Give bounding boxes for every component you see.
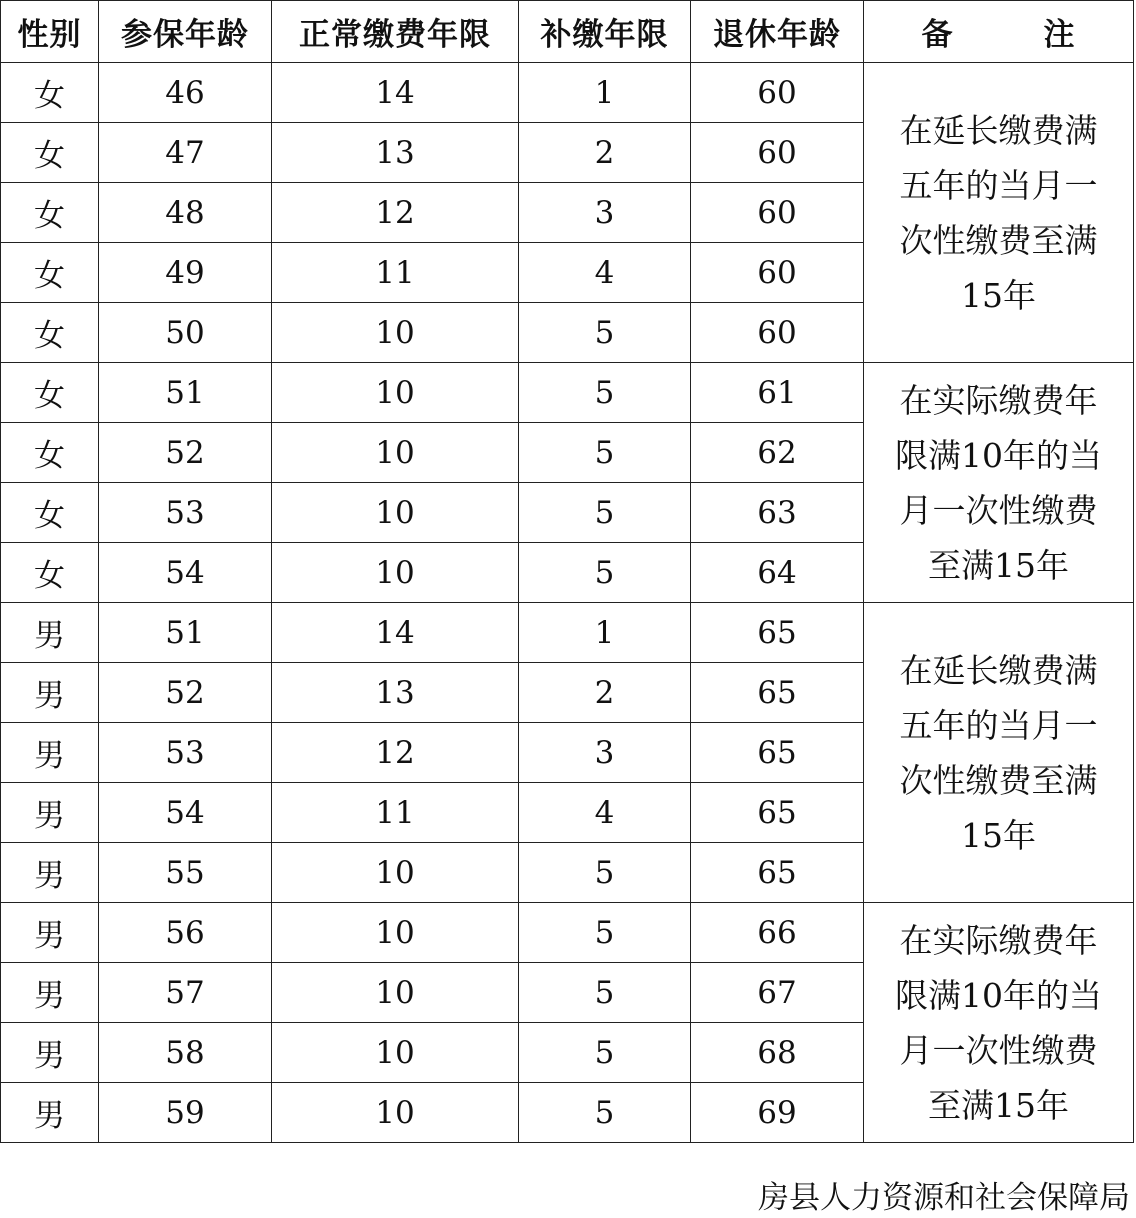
cell-makeup-years: 2 xyxy=(519,123,691,183)
cell-gender: 女 xyxy=(1,63,99,123)
remark-line: 15年 xyxy=(961,275,1036,315)
cell-retire-age: 61 xyxy=(691,363,864,423)
cell-enroll-age: 53 xyxy=(99,723,272,783)
cell-enroll-age: 59 xyxy=(99,1083,272,1143)
header-gender: 性别 xyxy=(1,1,99,63)
cell-gender: 男 xyxy=(1,663,99,723)
cell-gender: 男 xyxy=(1,783,99,843)
cell-normal-years: 10 xyxy=(272,963,519,1023)
cell-normal-years: 10 xyxy=(272,363,519,423)
cell-normal-years: 10 xyxy=(272,303,519,363)
cell-enroll-age: 50 xyxy=(99,303,272,363)
cell-normal-years: 11 xyxy=(272,783,519,843)
remark-line: 15年 xyxy=(961,815,1036,855)
cell-retire-age: 65 xyxy=(691,723,864,783)
cell-normal-years: 12 xyxy=(272,183,519,243)
cell-makeup-years: 5 xyxy=(519,843,691,903)
cell-normal-years: 10 xyxy=(272,843,519,903)
cell-gender: 女 xyxy=(1,243,99,303)
cell-normal-years: 12 xyxy=(272,723,519,783)
cell-enroll-age: 48 xyxy=(99,183,272,243)
cell-makeup-years: 1 xyxy=(519,63,691,123)
cell-retire-age: 60 xyxy=(691,243,864,303)
cell-enroll-age: 46 xyxy=(99,63,272,123)
cell-makeup-years: 5 xyxy=(519,543,691,603)
cell-makeup-years: 2 xyxy=(519,663,691,723)
cell-enroll-age: 54 xyxy=(99,783,272,843)
header-makeup-years: 补缴年限 xyxy=(519,1,691,63)
cell-retire-age: 68 xyxy=(691,1023,864,1083)
cell-retire-age: 65 xyxy=(691,843,864,903)
remark-line: 在延长缴费满 xyxy=(899,650,1098,690)
cell-retire-age: 60 xyxy=(691,183,864,243)
cell-normal-years: 10 xyxy=(272,483,519,543)
remark-cell xyxy=(864,63,1134,363)
cell-enroll-age: 57 xyxy=(99,963,272,1023)
cell-gender: 女 xyxy=(1,543,99,603)
table-row xyxy=(1,363,1134,423)
cell-makeup-years: 5 xyxy=(519,963,691,1023)
cell-makeup-years: 5 xyxy=(519,483,691,543)
cell-enroll-age: 54 xyxy=(99,543,272,603)
remark-line: 五年的当月一 xyxy=(899,705,1098,745)
cell-gender: 男 xyxy=(1,843,99,903)
header-remark xyxy=(864,1,1134,63)
cell-normal-years: 14 xyxy=(272,63,519,123)
cell-gender: 男 xyxy=(1,723,99,783)
cell-makeup-years: 5 xyxy=(519,423,691,483)
remark-line: 至满15年 xyxy=(928,545,1069,585)
header-normal-years: 正常缴费年限 xyxy=(272,1,519,63)
cell-gender: 女 xyxy=(1,483,99,543)
cell-makeup-years: 5 xyxy=(519,1083,691,1143)
remark-line: 次性缴费至满 xyxy=(899,220,1098,260)
cell-enroll-age: 52 xyxy=(99,663,272,723)
cell-makeup-years: 5 xyxy=(519,363,691,423)
cell-retire-age: 64 xyxy=(691,543,864,603)
cell-makeup-years: 5 xyxy=(519,903,691,963)
cell-enroll-age: 51 xyxy=(99,603,272,663)
remark-cell xyxy=(864,903,1134,1143)
remark-line: 月一次性缴费 xyxy=(899,490,1098,530)
cell-gender: 男 xyxy=(1,603,99,663)
cell-gender: 男 xyxy=(1,903,99,963)
header-retire-age: 退休年龄 xyxy=(691,1,864,63)
cell-gender: 女 xyxy=(1,363,99,423)
remark-line: 至满15年 xyxy=(928,1085,1069,1125)
cell-normal-years: 14 xyxy=(272,603,519,663)
cell-makeup-years: 4 xyxy=(519,783,691,843)
cell-gender: 男 xyxy=(1,1023,99,1083)
cell-enroll-age: 53 xyxy=(99,483,272,543)
cell-retire-age: 65 xyxy=(691,663,864,723)
cell-normal-years: 10 xyxy=(272,903,519,963)
cell-enroll-age: 55 xyxy=(99,843,272,903)
cell-gender: 男 xyxy=(1,1083,99,1143)
header-remark-char-2: 注 xyxy=(1043,17,1076,53)
cell-normal-years: 11 xyxy=(272,243,519,303)
cell-makeup-years: 5 xyxy=(519,303,691,363)
cell-retire-age: 60 xyxy=(691,123,864,183)
cell-makeup-years: 4 xyxy=(519,243,691,303)
cell-normal-years: 13 xyxy=(272,663,519,723)
remark-cell xyxy=(864,603,1134,903)
remark-line: 在实际缴费年 xyxy=(899,380,1098,420)
cell-makeup-years: 1 xyxy=(519,603,691,663)
cell-normal-years: 10 xyxy=(272,1083,519,1143)
table-row xyxy=(1,903,1134,963)
header-enroll-age: 参保年龄 xyxy=(99,1,272,63)
remark-line: 五年的当月一 xyxy=(899,165,1098,205)
cell-retire-age: 65 xyxy=(691,603,864,663)
cell-retire-age: 63 xyxy=(691,483,864,543)
table-body xyxy=(1,63,1134,1143)
cell-normal-years: 10 xyxy=(272,543,519,603)
cell-retire-age: 65 xyxy=(691,783,864,843)
cell-enroll-age: 49 xyxy=(99,243,272,303)
cell-enroll-age: 56 xyxy=(99,903,272,963)
cell-retire-age: 60 xyxy=(691,303,864,363)
cell-enroll-age: 58 xyxy=(99,1023,272,1083)
cell-retire-age: 67 xyxy=(691,963,864,1023)
remark-line: 限满10年的当 xyxy=(895,975,1102,1015)
cell-makeup-years: 3 xyxy=(519,183,691,243)
footer-issuer: 房县人力资源和社会保障局 xyxy=(758,1180,1130,1216)
cell-retire-age: 69 xyxy=(691,1083,864,1143)
table-row xyxy=(1,63,1134,123)
remark-line: 次性缴费至满 xyxy=(899,760,1098,800)
header-row xyxy=(1,1,1134,63)
cell-enroll-age: 51 xyxy=(99,363,272,423)
remark-line: 月一次性缴费 xyxy=(899,1030,1098,1070)
remark-line: 限满10年的当 xyxy=(895,435,1102,475)
cell-normal-years: 10 xyxy=(272,423,519,483)
cell-makeup-years: 5 xyxy=(519,1023,691,1083)
header-remark-char-1: 备 xyxy=(921,17,954,53)
cell-enroll-age: 47 xyxy=(99,123,272,183)
remark-cell xyxy=(864,363,1134,603)
cell-normal-years: 13 xyxy=(272,123,519,183)
cell-retire-age: 62 xyxy=(691,423,864,483)
cell-gender: 女 xyxy=(1,423,99,483)
cell-enroll-age: 52 xyxy=(99,423,272,483)
remark-line: 在实际缴费年 xyxy=(899,920,1098,960)
cell-normal-years: 10 xyxy=(272,1023,519,1083)
cell-gender: 女 xyxy=(1,183,99,243)
cell-makeup-years: 3 xyxy=(519,723,691,783)
cell-gender: 男 xyxy=(1,963,99,1023)
cell-retire-age: 66 xyxy=(691,903,864,963)
table-row xyxy=(1,603,1134,663)
cell-gender: 女 xyxy=(1,303,99,363)
cell-gender: 女 xyxy=(1,123,99,183)
remark-line: 在延长缴费满 xyxy=(899,110,1098,150)
cell-retire-age: 60 xyxy=(691,63,864,123)
